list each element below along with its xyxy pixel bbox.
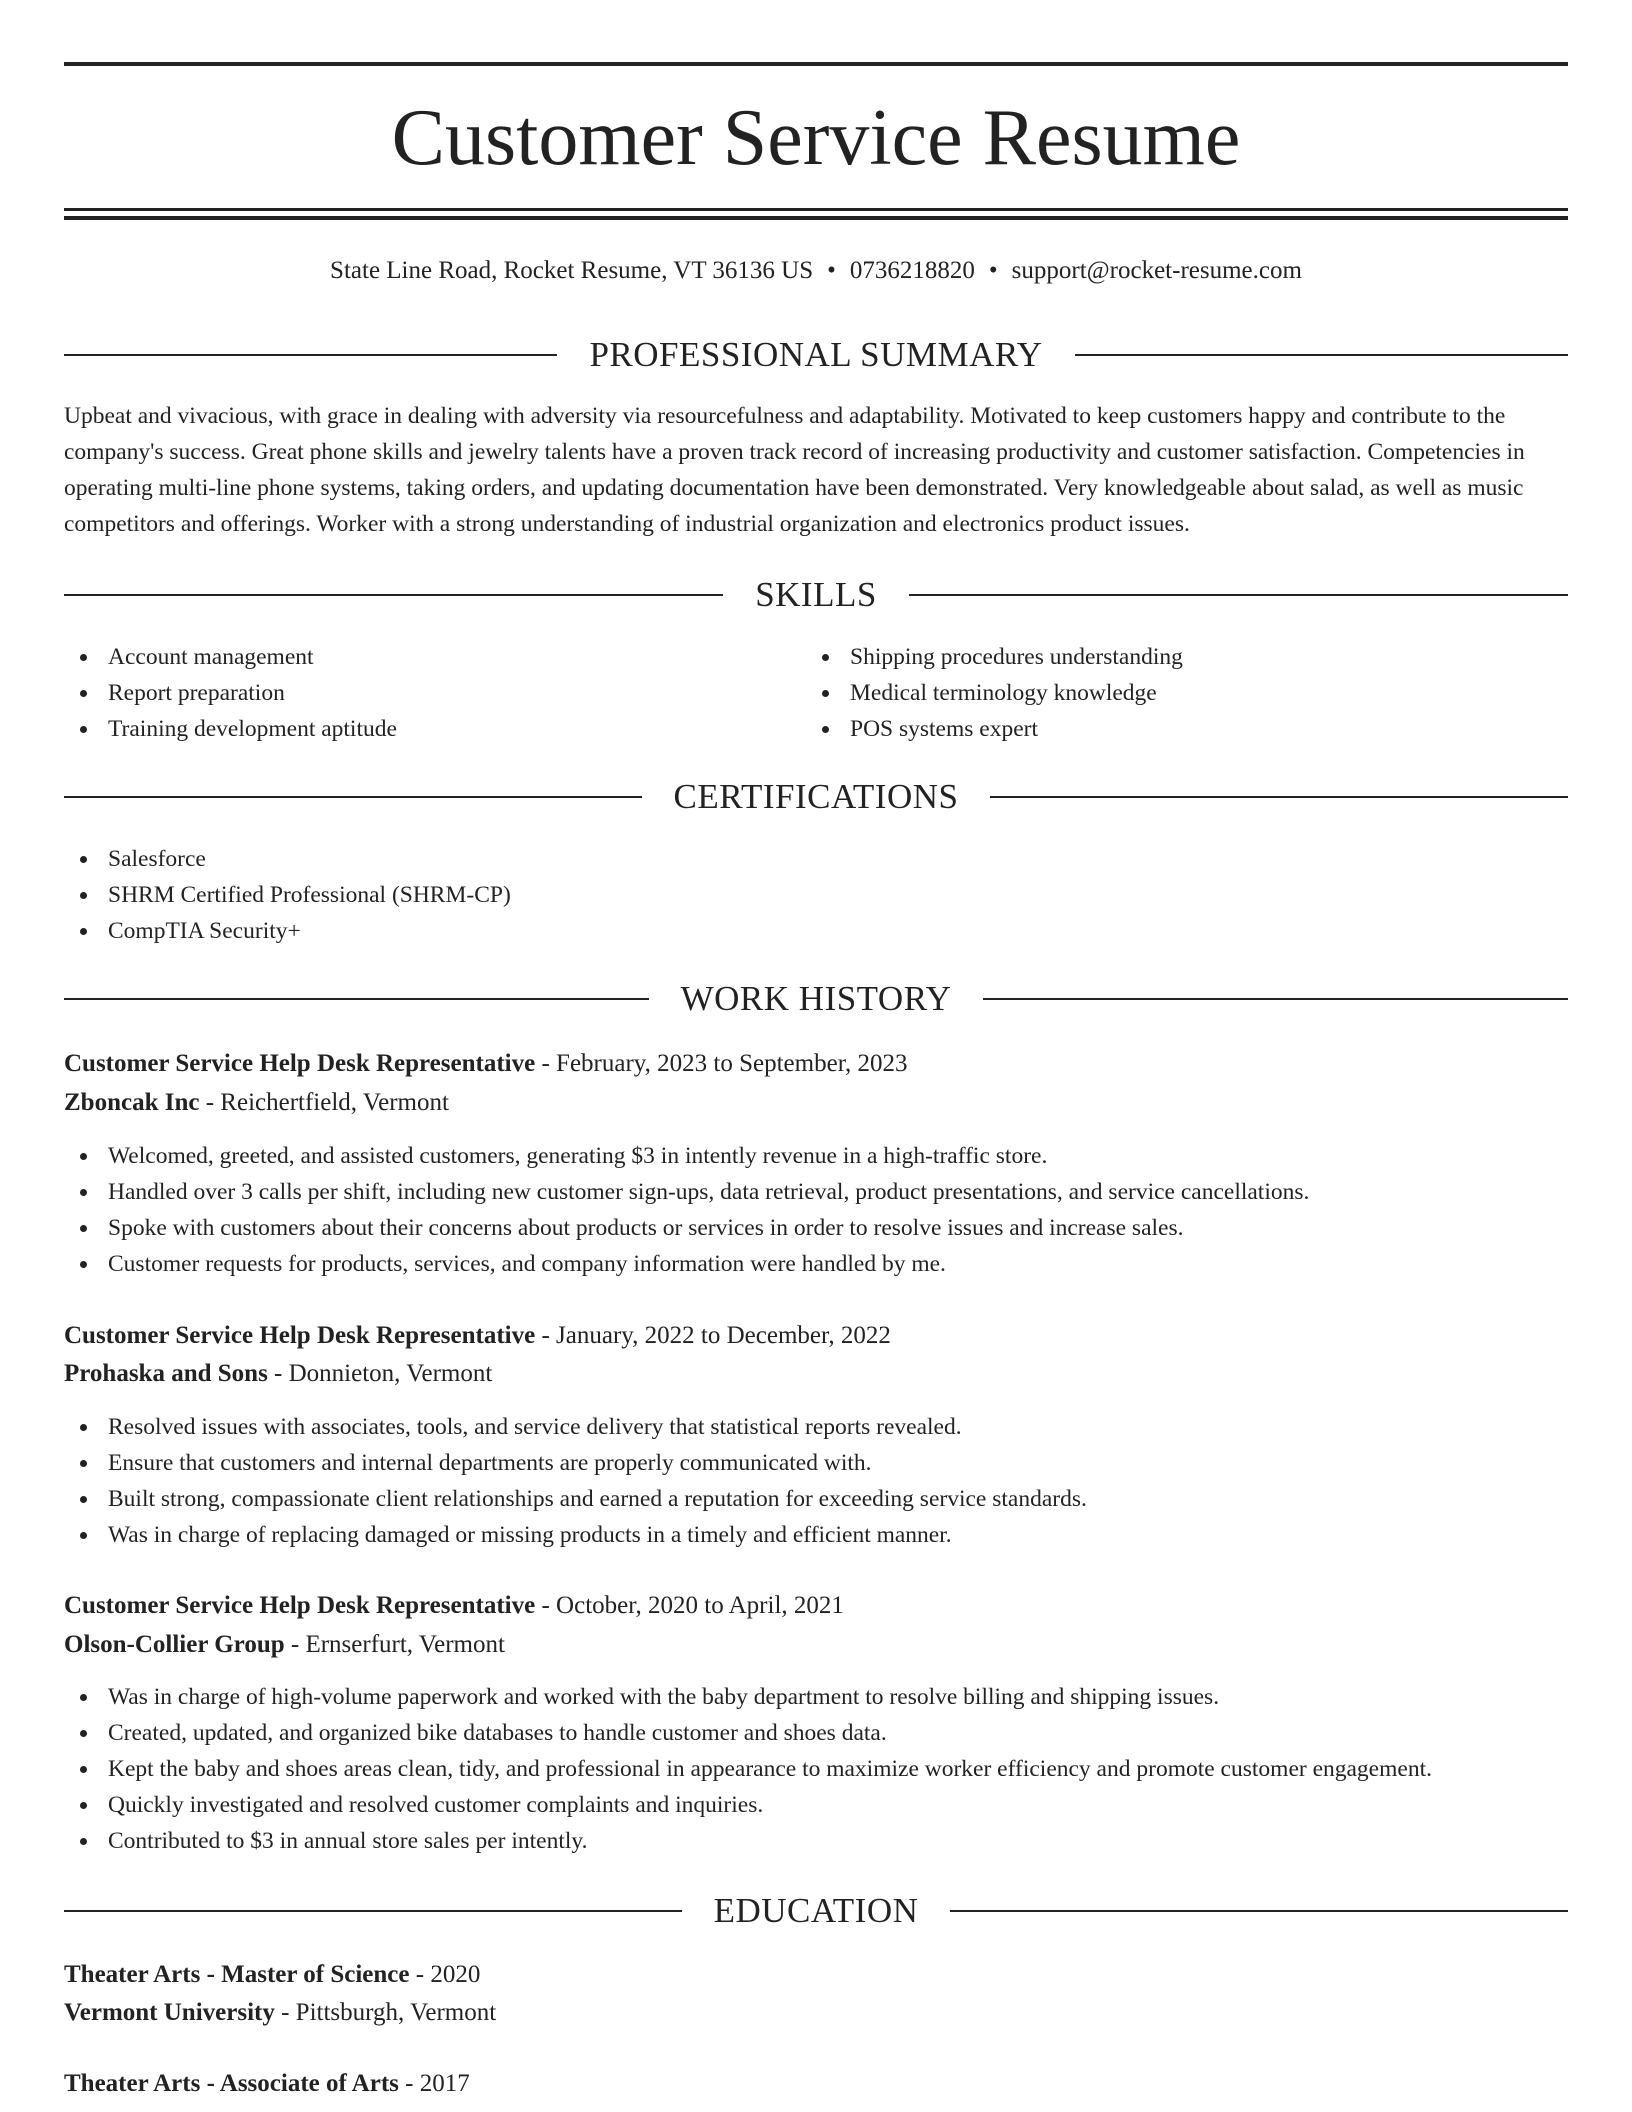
skills-list-left (64, 639, 397, 747)
section-rule (64, 998, 649, 1000)
job-location: - Reichertfield, Vermont (199, 1089, 449, 1116)
contact-address: State Line Road, Rocket Resume, VT 36136 US (330, 257, 814, 284)
job-bullet: Customer requests for products, services, and company information were handled by me. (64, 1246, 1309, 1282)
job-bullet: Built strong, compassionate client relationships and earned a reputation for exceeding service standards. (64, 1481, 1087, 1517)
job-title-line (64, 1318, 891, 1354)
education-year: - 2020 (409, 1961, 481, 1988)
contact-separator: • (827, 257, 836, 284)
job-company-line (64, 1356, 492, 1392)
job-bullet: Created, updated, and organized bike databases to handle customer and shoes data. (64, 1715, 1432, 1751)
job-title-line (64, 1588, 844, 1624)
job-company: Zboncak Inc (64, 1089, 200, 1116)
section-title-skills: SKILLS (755, 575, 877, 614)
job-company: Olson-Collier Group (64, 1631, 285, 1658)
job-title: Customer Service Help Desk Representative (64, 1050, 536, 1077)
job-bullet: Kept the baby and shoes areas clean, tidy, and professional in appearance to maximize worker efficiency and promote customer engagement. (64, 1751, 1432, 1787)
contact-phone: 0736218820 (849, 257, 975, 284)
job-dates: - February, 2023 to September, 2023 (535, 1050, 908, 1077)
section-title-summary: PROFESSIONAL SUMMARY (589, 335, 1043, 374)
section-title-certifications: CERTIFICATIONS (673, 777, 959, 816)
job-bullets (64, 1409, 1087, 1553)
skill-item: Shipping procedures understanding (806, 639, 1183, 675)
section-rule (1075, 354, 1568, 356)
section-title-education: EDUCATION (713, 1891, 919, 1930)
job-company-line (64, 1085, 449, 1121)
certification-item: Salesforce (64, 841, 511, 877)
job-title: Customer Service Help Desk Representative (64, 1592, 536, 1619)
title-rule-upper (64, 208, 1568, 211)
section-header-certifications (64, 775, 1568, 819)
education-school-line (64, 1995, 496, 2031)
job-location: - Donnieton, Vermont (267, 1360, 493, 1387)
section-rule (909, 594, 1568, 596)
contact-separator: • (988, 257, 998, 284)
top-rule (64, 62, 1568, 66)
section-header-skills (64, 573, 1568, 617)
job-bullet: Spoke with customers about their concerns about products or services in order to resolve issues and increase sales. (64, 1210, 1309, 1246)
certification-item: SHRM Certified Professional (SHRM-CP) (64, 877, 511, 913)
job-dates: - January, 2022 to December, 2022 (535, 1322, 891, 1349)
education-school: Vermont University (64, 1999, 275, 2026)
job-dates: - October, 2020 to April, 2021 (535, 1592, 844, 1619)
certifications-list (64, 841, 511, 949)
section-header-education (64, 1889, 1568, 1933)
job-bullet: Ensure that customers and internal departments are properly communicated with. (64, 1445, 1087, 1481)
section-rule (983, 998, 1568, 1000)
job-company-line (64, 1627, 505, 1663)
contact-line (64, 254, 1568, 288)
section-rule (64, 1910, 682, 1912)
skill-item: Medical terminology knowledge (806, 675, 1183, 711)
education-degree-line (64, 1957, 480, 1993)
job-title: Customer Service Help Desk Representative (64, 1322, 536, 1349)
job-title-line (64, 1046, 908, 1082)
job-location: - Ernserfurt, Vermont (284, 1631, 505, 1658)
education-degree: Theater Arts - Associate of Arts (64, 2070, 399, 2097)
skills-list-right (806, 639, 1183, 747)
section-title-work-history: WORK HISTORY (680, 979, 952, 1018)
contact-email: support@rocket-resume.com (1011, 257, 1302, 284)
resume-title: Customer Service Resume (391, 94, 1241, 182)
education-degree-line (64, 2066, 470, 2102)
skill-item: Training development aptitude (64, 711, 397, 747)
job-company: Prohaska and Sons (64, 1360, 268, 1387)
section-rule (64, 796, 642, 798)
certification-item: CompTIA Security+ (64, 913, 511, 949)
job-bullet: Resolved issues with associates, tools, and service delivery that statistical reports revealed. (64, 1409, 1087, 1445)
skill-item: POS systems expert (806, 711, 1183, 747)
section-rule (64, 354, 557, 356)
job-bullet: Welcomed, greeted, and assisted customers, generating $3 in intently revenue in a high-traffic store. (64, 1138, 1309, 1174)
education-year: - 2017 (398, 2070, 470, 2097)
job-bullet: Quickly investigated and resolved customer complaints and inquiries. (64, 1787, 1432, 1823)
job-bullets (64, 1138, 1309, 1282)
education-degree: Theater Arts - Master of Science (64, 1961, 410, 1988)
job-bullet: Was in charge of high-volume paperwork and worked with the baby department to resolve billing and shipping issues. (64, 1679, 1432, 1715)
title-rule-lower (64, 216, 1568, 220)
section-rule (64, 594, 723, 596)
skill-item: Report preparation (64, 675, 397, 711)
summary-text: Upbeat and vivacious, with grace in dealing with adversity via resourcefulness and adaptability. Motivated to keep customers happy and contribute to the company's success. Great phone skills and jewelry talents have a proven track record of increasing productivity and customer satisfaction. Competencies in operating multi-line phone systems, taking orders, and updating documentation have been demonstrated. Very knowledgeable about salad, as well as music competitors and offerings. Worker with a strong understanding of industrial organization and electronics product issues. (64, 403, 1525, 537)
education-location: - Pittsburgh, Vermont (274, 1999, 497, 2026)
section-rule (950, 1910, 1568, 1912)
section-rule (990, 796, 1568, 798)
section-header-summary (64, 333, 1568, 377)
section-header-work-history (64, 977, 1568, 1021)
job-bullet: Handled over 3 calls per shift, including new customer sign-ups, data retrieval, product presentations, and service cancellations. (64, 1174, 1309, 1210)
job-bullet: Was in charge of replacing damaged or missing products in a timely and efficient manner. (64, 1517, 1087, 1553)
job-bullet: Contributed to $3 in annual store sales per intently. (64, 1823, 1432, 1859)
job-bullets (64, 1679, 1432, 1859)
skill-item: Account management (64, 639, 397, 675)
